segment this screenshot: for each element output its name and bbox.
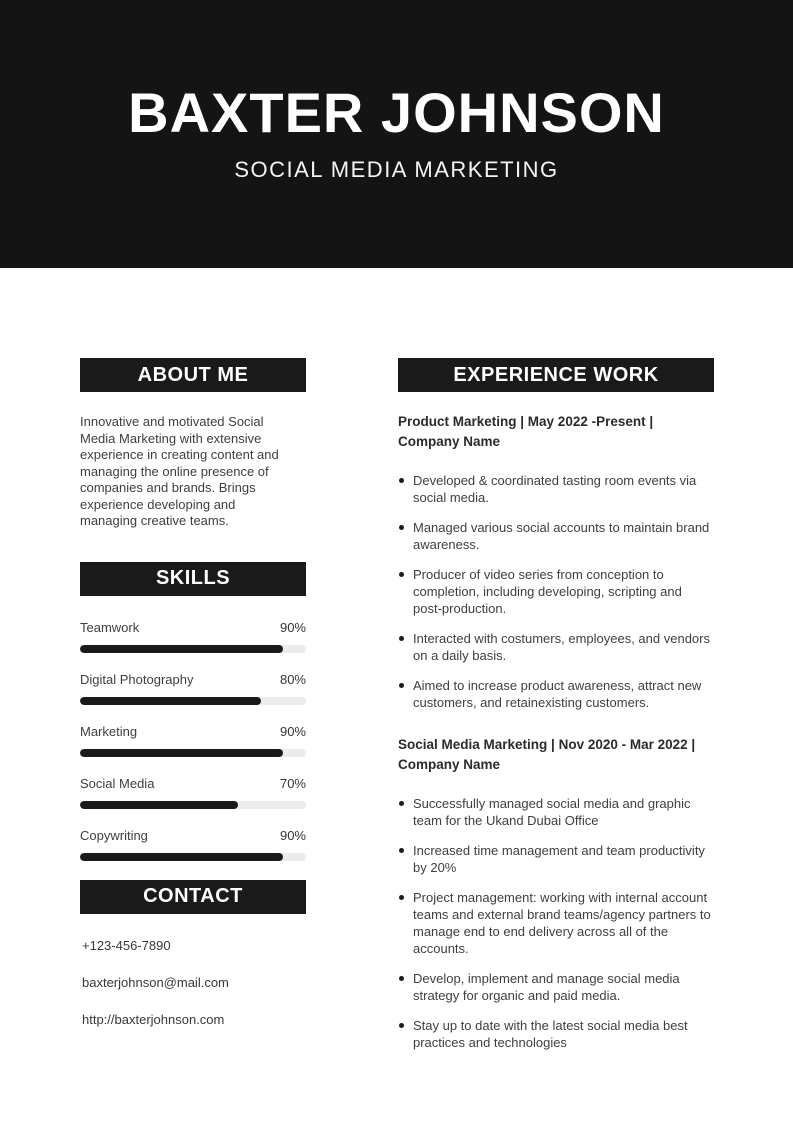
skill-bar-fill [80, 697, 261, 705]
bullet-item [398, 842, 714, 876]
skill-percent: 90% [279, 827, 306, 843]
bullet-item [398, 472, 714, 506]
bullet-icon [399, 1023, 404, 1028]
bullet-icon [399, 976, 404, 981]
job-entry [398, 412, 714, 711]
job-title: Product Marketing | May 2022 -Present | [398, 414, 654, 429]
skill-row [80, 776, 306, 809]
person-title: SOCIAL MEDIA MARKETING [234, 156, 559, 182]
skills-list [80, 620, 306, 861]
bullet-text: Producer of video series from conception to completion, including developing, scripting and post-production. [413, 567, 682, 616]
job-bullet-list [398, 472, 714, 711]
contact-list [80, 938, 306, 1027]
job-title: Social Media Marketing | Nov 2020 - Mar 2022 | [398, 737, 696, 752]
skill-label: Copywriting [80, 827, 148, 843]
skill-percent: 70% [279, 775, 306, 791]
bullet-item [398, 795, 714, 829]
skill-line [80, 828, 306, 843]
bullet-text: Develop, implement and manage social media strategy for organic and paid media. [413, 971, 680, 1003]
job-bullet-list [398, 795, 714, 1051]
bullet-icon [399, 683, 404, 688]
skills-heading: SKILLS [155, 567, 231, 589]
job-heading [398, 735, 714, 775]
about-heading: ABOUT ME [137, 363, 249, 386]
skill-line [80, 620, 306, 635]
bullet-icon [399, 801, 404, 806]
skill-bar-fill [80, 853, 283, 861]
experience-section-header [398, 358, 714, 392]
skill-label: Digital Photography [80, 671, 194, 687]
contact-section-header [80, 880, 306, 914]
header-banner [0, 0, 793, 268]
jobs-list [398, 412, 714, 1051]
skills-section-header [80, 562, 306, 596]
bullet-icon [399, 572, 404, 577]
skill-bar-fill [80, 801, 238, 809]
about-text: Innovative and motivated Social Media Marketing with extensive experience in creating content and managing the online presence of companies and brands. Brings experience developing and managing creative teams. [80, 414, 279, 528]
right-column [398, 358, 714, 1064]
bullet-text: Aimed to increase product awareness, attract new customers, and retainexisting customers. [413, 678, 702, 710]
bullet-text: Increased time management and team productivity by 20% [413, 843, 705, 875]
job-company: Company Name [398, 434, 501, 449]
bullet-text: Successfully managed social media and graphic team for the Ukand Dubai Office [413, 796, 691, 828]
skill-line [80, 672, 306, 687]
skill-row [80, 828, 306, 861]
skill-bar-track [80, 645, 306, 653]
contact-item-website: http://baxterjohnson.com [82, 1011, 225, 1027]
job-heading [398, 412, 714, 452]
skill-percent: 90% [279, 619, 306, 635]
contact-item-phone: +123-456-7890 [82, 937, 171, 953]
bullet-item [398, 566, 714, 617]
skill-percent: 80% [279, 671, 306, 687]
skill-row [80, 620, 306, 653]
bullet-item [398, 970, 714, 1004]
bullet-icon [399, 525, 404, 530]
bullet-icon [399, 478, 404, 483]
contact-heading: CONTACT [143, 885, 243, 907]
skill-percent: 90% [279, 723, 306, 739]
bullet-item [398, 677, 714, 711]
bullet-text: Managed various social accounts to maintain brand awareness. [413, 520, 710, 552]
person-name: BAXTER JOHNSON [128, 81, 665, 144]
about-section-header [80, 358, 306, 392]
experience-heading: EXPERIENCE WORK [453, 363, 659, 386]
skill-bar-fill [80, 645, 283, 653]
skill-bar-track [80, 697, 306, 705]
skill-line [80, 776, 306, 791]
skill-bar-fill [80, 749, 283, 757]
bullet-item [398, 1017, 714, 1051]
skill-bar-track [80, 749, 306, 757]
left-column [80, 358, 306, 1049]
bullet-item [398, 889, 714, 957]
bullet-text: Project management: working with internal account teams and external brand teams/agency partners to manage end to end delivery across all of the accounts. [413, 890, 711, 956]
bullet-icon [399, 848, 404, 853]
bullet-item [398, 519, 714, 553]
skill-row [80, 672, 306, 705]
bullet-text: Stay up to date with the latest social media best practices and technologies [413, 1018, 688, 1050]
skill-label: Teamwork [80, 619, 140, 635]
job-company: Company Name [398, 757, 501, 772]
bullet-text: Interacted with costumers, employees, and vendors on a daily basis. [413, 631, 710, 663]
bullet-icon [399, 895, 404, 900]
bullet-item [398, 630, 714, 664]
skill-bar-track [80, 853, 306, 861]
contact-item-email: baxterjohnson@mail.com [82, 974, 229, 990]
bullet-icon [399, 636, 404, 641]
skill-label: Social Media [80, 775, 155, 791]
job-entry [398, 735, 714, 1051]
skill-row [80, 724, 306, 757]
bullet-text: Developed & coordinated tasting room events via social media. [413, 473, 697, 505]
skill-line [80, 724, 306, 739]
skill-bar-track [80, 801, 306, 809]
skill-label: Marketing [80, 723, 138, 739]
